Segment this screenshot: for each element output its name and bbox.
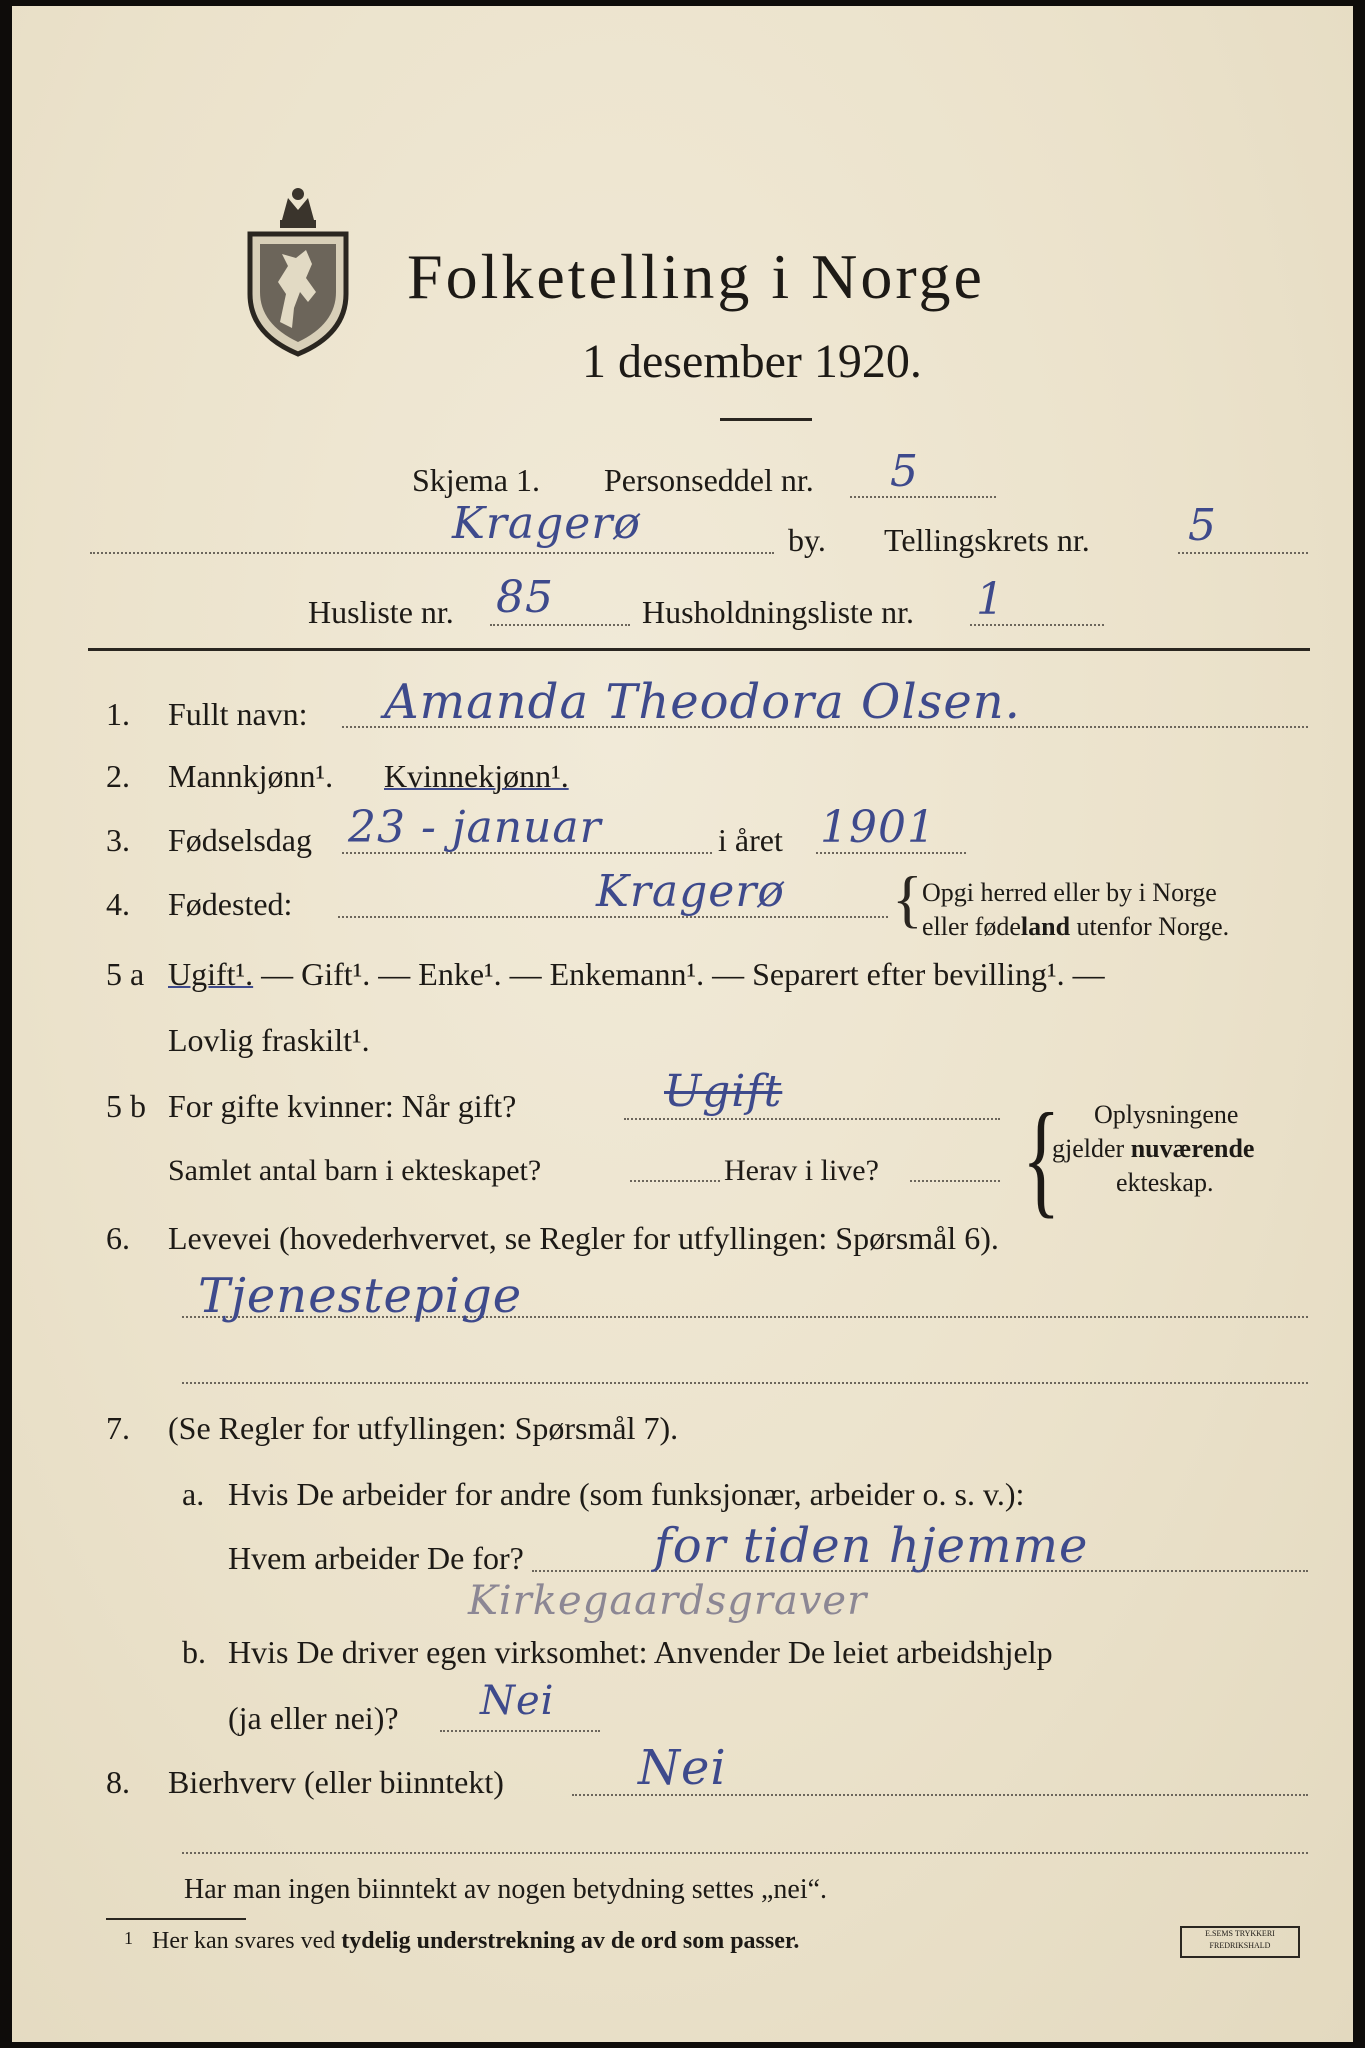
tellingskrets-value: 5	[1188, 500, 1217, 551]
q4-label: Fødested:	[168, 886, 293, 922]
personseddel-line	[850, 496, 996, 498]
husholdningsliste-label: Husholdningsliste nr.	[642, 594, 915, 630]
footnote-rule	[106, 1918, 246, 1920]
form-title: Folketelling i Norge	[407, 241, 985, 312]
employer-pencil-note: Kirkegaardsgraver	[468, 1578, 868, 1624]
q4-note-line2: eller fødeland utenfor Norge.	[922, 912, 1230, 941]
q4-brace: {	[892, 863, 923, 934]
skjema-label: Skjema 1.	[412, 462, 540, 498]
title-divider	[720, 418, 812, 421]
tellingskrets-label: Tellingskrets nr.	[884, 522, 1090, 558]
employer-value: for tiden hjemme	[654, 1518, 1089, 1574]
personseddel-value: 5	[890, 446, 919, 497]
q8-number: 8.	[106, 1764, 130, 1800]
q5b-note-line1: Oplysningene	[1094, 1100, 1239, 1129]
q7a-line2: Hvem arbeider De for?	[228, 1540, 524, 1576]
ugift-option: Ugift¹.	[168, 956, 254, 992]
q3-number: 3.	[106, 822, 130, 858]
q7a-letter: a.	[182, 1476, 205, 1512]
q8-label: Bierhverv (eller biinntekt)	[168, 1764, 504, 1800]
q8-line2	[182, 1852, 1308, 1854]
q3-label: Fødselsdag	[168, 822, 312, 858]
census-date: 1 desember 1920.	[582, 335, 922, 388]
norway-coat-of-arms-icon	[242, 182, 354, 358]
husholdningsliste-value: 1	[976, 574, 1005, 625]
hired-help-value: Nei	[480, 1678, 555, 1724]
birth-year-value: 1901	[820, 802, 936, 853]
town-value: Kragerø	[452, 498, 641, 549]
q5b-label: For gifte kvinner: Når gift?	[168, 1088, 517, 1124]
q2-number: 2.	[106, 758, 130, 794]
husliste-value: 85	[496, 572, 554, 623]
married-when-value: Ugift	[664, 1066, 783, 1117]
q7b-line2: (ja eller nei)?	[228, 1700, 399, 1736]
q4-note-line1: Opgi herred eller by i Norge	[922, 878, 1217, 907]
q5b-note-line2: gjelder nuværende	[1052, 1134, 1255, 1163]
q7a-line1: Hvis De arbeider for andre (som funksjonær, arbeider o. s. v.):	[228, 1476, 1025, 1512]
q6-line2	[182, 1382, 1308, 1384]
census-form-sheet	[12, 6, 1353, 2042]
personseddel-label: Personseddel nr.	[604, 462, 814, 498]
female-option: Kvinnekjønn¹.	[384, 758, 569, 794]
q6-label: Levevei (hovederhvervet, se Regler for utfyllingen: Spørsmål 6).	[168, 1220, 999, 1256]
male-option: Mannkjønn¹.	[168, 758, 334, 794]
q5a-line2: Lovlig fraskilt¹.	[168, 1022, 370, 1058]
husliste-line	[490, 624, 630, 626]
occupation-value: Tjenestepige	[198, 1268, 523, 1324]
q5b-line	[624, 1118, 1000, 1120]
marital-options: — Gift¹. — Enke¹. — Enkemann¹. — Separert efter bevilling¹. —	[253, 956, 1105, 992]
birthday-value: 23 - januar	[348, 802, 602, 853]
q7b-line	[440, 1730, 600, 1732]
q7-number: 7.	[106, 1410, 130, 1446]
by-label: by.	[788, 522, 826, 558]
q4-number: 4.	[106, 886, 130, 922]
q1-label: Fullt navn:	[168, 696, 308, 732]
q5b-number: 5 b	[106, 1088, 146, 1124]
q8-note: Har man ingen biinntekt av nogen betydning settes „nei“.	[184, 1874, 828, 1905]
birthplace-value: Kragerø	[596, 866, 785, 917]
q7b-line1: Hvis De driver egen virksomhet: Anvender De leiet arbeidshjelp	[228, 1634, 1053, 1670]
q5b-note-line3: ekteskap.	[1116, 1168, 1214, 1197]
q5a-line1	[168, 956, 1105, 993]
side-income-value: Nei	[638, 1740, 727, 1796]
footnote-text: Her kan svares ved tydelig understrekning av de ord som passer.	[152, 1928, 800, 1954]
q5b-brace: {	[1022, 1089, 1061, 1231]
full-name-value: Amanda Theodora Olsen.	[384, 674, 1021, 730]
q1-number: 1.	[106, 696, 130, 732]
year-label: i året	[718, 822, 783, 858]
barn-label: Samlet antal barn i ekteskapet?	[168, 1154, 542, 1187]
live-label: Herav i live?	[724, 1154, 879, 1187]
barn-line	[630, 1180, 720, 1182]
q5a-number: 5 a	[106, 956, 145, 992]
footnote-mark: 1	[124, 1928, 133, 1948]
husliste-label: Husliste nr.	[308, 594, 454, 630]
live-line	[910, 1180, 1000, 1182]
header-rule	[88, 648, 1310, 651]
town-line	[90, 552, 774, 554]
tellingskrets-line	[1178, 552, 1308, 554]
q7-label: (Se Regler for utfyllingen: Spørsmål 7).	[168, 1410, 679, 1446]
q6-number: 6.	[106, 1220, 130, 1256]
printer-stamp: E.SEMS TRYKKERI FREDRIKSHALD	[1180, 1926, 1300, 1958]
q7b-letter: b.	[182, 1634, 206, 1670]
